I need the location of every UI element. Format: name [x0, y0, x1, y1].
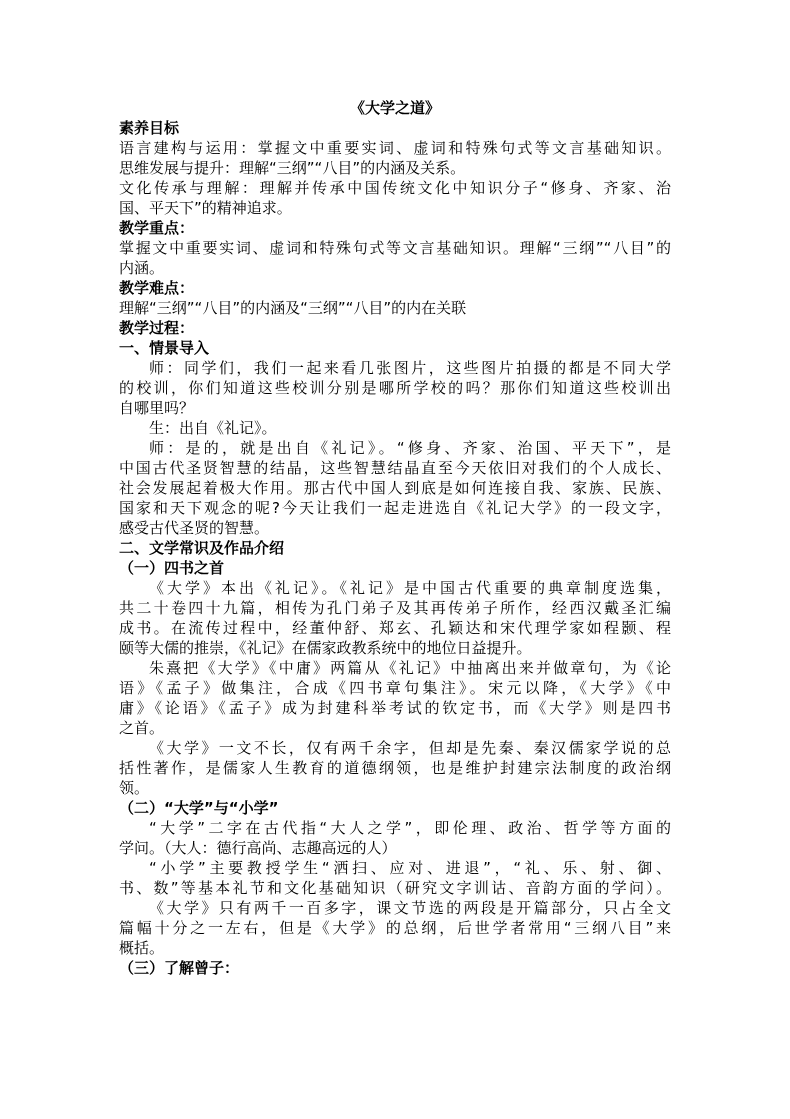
text-line: 领。 [119, 779, 150, 797]
section-heading: 教学重点： [119, 219, 195, 237]
text-line: 国家和天下观念的呢?今天让我们一起走进选自《礼记大学》的一段文字， [119, 499, 671, 517]
section-heading: 素养目标 [119, 119, 180, 137]
section-heading: 二、文学常识及作品介绍 [119, 539, 285, 557]
text-line: 师：是的，就是出自《礼记》。“修身、齐家、治国、平天下”，是 [149, 439, 671, 457]
section-heading: （二）“大学”与“小学” [119, 799, 279, 817]
text-line: 内涵。 [119, 259, 165, 277]
section-heading: 教学过程： [119, 319, 195, 337]
section-heading: （三）了解曾子： [119, 959, 240, 977]
text-line: 思维发展与提升：理解“三纲”“八目”的内涵及关系。 [119, 159, 466, 177]
text-line: 《大学》一文不长，仅有两千余字，但却是先秦、秦汉儒家学说的总 [149, 739, 671, 757]
text-line: 中国古代圣贤智慧的结晶，这些智慧结晶直至今天依旧对我们的个人成长、 [119, 459, 671, 477]
text-line: 庸》《论语》《孟子》成为封建科举考试的钦定书，而《大学》则是四书 [119, 699, 671, 717]
section-heading: 一、情景导入 [119, 339, 210, 357]
section-heading: （一）四书之首 [119, 559, 225, 577]
text-line: 括性著作，是儒家人生教育的道德纲领，也是维护封建宗法制度的政治纲 [119, 759, 671, 777]
text-line: 《大学》只有两千一百多字，课文节选的两段是开篇部分，只占全文 [149, 899, 671, 917]
document-body [119, 98, 671, 978]
text-line: 朱熹把《大学》《中庸》两篇从《礼记》中抽离出来并做章句，为《论 [149, 659, 671, 677]
text-line: 师：同学们，我们一起来看几张图片，这些图片拍摄的都是不同大学 [149, 359, 671, 377]
text-line: 掌握文中重要实词、虚词和特殊句式等文言基础知识。理解“三纲”“八目”的 [119, 239, 671, 257]
text-line: 社会发展起着极大作用。那古代中国人到底是如何连接自我、家族、民族、 [119, 479, 671, 497]
text-line: 学问。（大人：德行高尚、志趣高远的人） [119, 839, 397, 857]
text-line: 理解“三纲”“八目”的内涵及“三纲”“八目”的内在关联 [119, 299, 467, 317]
text-line: 的校训，你们知道这些校训分别是哪所学校的吗？那你们知道这些校训出 [119, 379, 671, 397]
text-line: “大学”二字在古代指“大人之学”，即伦理、政治、哲学等方面的 [149, 819, 671, 837]
text-line: 《大学》本出《礼记》。《礼记》是中国古代重要的典章制度选集， [149, 579, 671, 597]
text-line: 书、数”等基本礼节和文化基础知识（研究文字训诂、音韵方面的学问）。 [119, 879, 671, 897]
text-line: 颐等大儒的推崇，《礼记》在儒家政教系统中的地位日益提升。 [119, 639, 532, 657]
text-line: 国、平天下”的精神追求。 [119, 199, 292, 217]
text-line: 成书。在流传过程中，经董仲舒、郑玄、孔颖达和宋代理学家如程颢、程 [119, 619, 671, 637]
text-line: 自哪里吗？ [119, 399, 195, 417]
text-line: 感受古代圣贤的智慧。 [119, 519, 270, 537]
text-line: 语》《孟子》做集注，合成《四书章句集注》。宋元以降，《大学》《中 [119, 679, 671, 697]
text-line: 概括。 [119, 939, 165, 957]
document-lines [119, 118, 671, 978]
text-line: “小学”主要教授学生“洒扫、应对、进退”，“礼、乐、射、御、 [149, 859, 671, 877]
text-line: 生：出自《礼记》。 [149, 419, 277, 437]
text-line: 文化传承与理解：理解并传承中国传统文化中知识分子“修身、齐家、治 [119, 179, 671, 197]
text-line: 语言建构与运用：掌握文中重要实词、虚词和特殊句式等文言基础知识。 [119, 139, 671, 157]
document-title: 《大学之道》 [349, 99, 440, 117]
section-heading: 教学难点： [119, 279, 195, 297]
text-line: 之首。 [119, 719, 165, 737]
text-line: 篇幅十分之一左右，但是《大学》的总纲，后世学者常用“三纲八目”来 [119, 919, 671, 937]
text-line: 共二十卷四十九篇，相传为孔门弟子及其再传弟子所作，经西汉戴圣汇编 [119, 599, 671, 617]
